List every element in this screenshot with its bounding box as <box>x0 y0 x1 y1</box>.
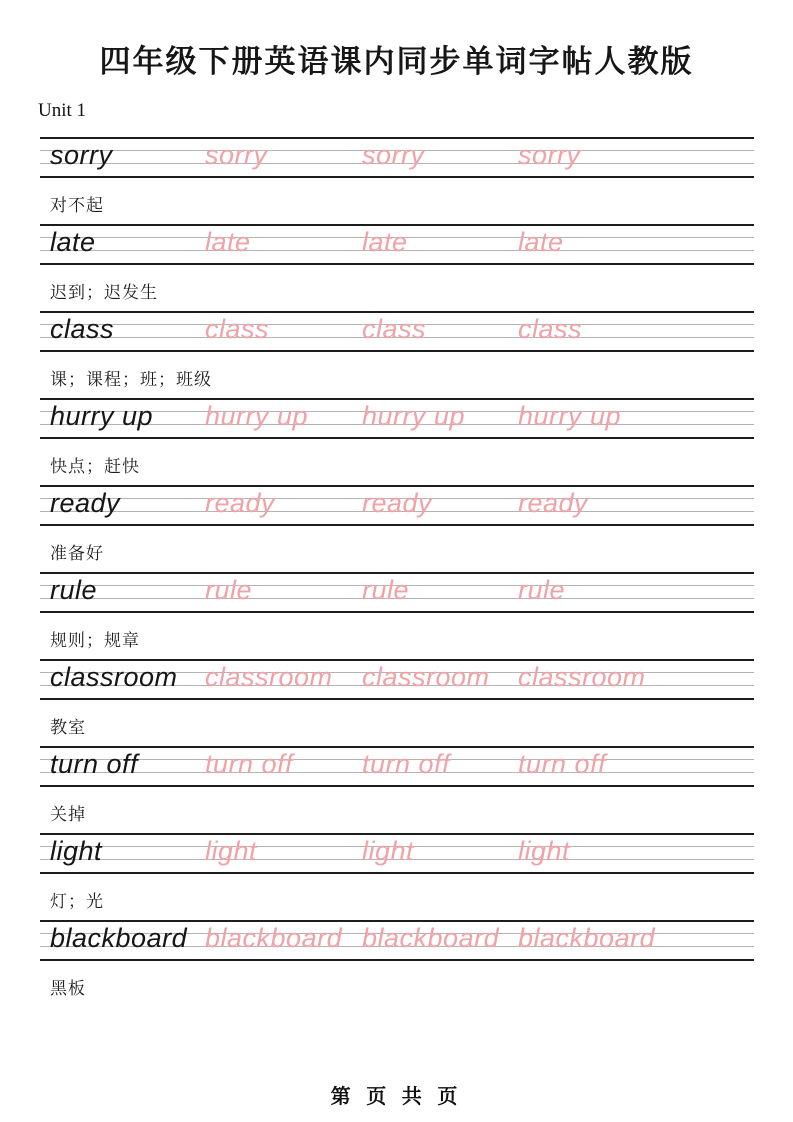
guide-line-bottom <box>40 524 754 526</box>
chinese-meaning: 准备好 <box>50 544 104 563</box>
trace-word: late <box>205 227 251 257</box>
chinese-meaning: 灯；光 <box>50 892 104 911</box>
chinese-meaning: 关掉 <box>50 805 86 824</box>
trace-word: classroom <box>518 662 646 692</box>
headword: ready <box>50 488 121 518</box>
trace-word: light <box>362 836 415 866</box>
headword: classroom <box>50 662 178 692</box>
handwriting-guide-row <box>40 224 754 265</box>
trace-word: hurry up <box>362 401 466 431</box>
trace-word: blackboard <box>205 923 343 953</box>
headword: turn off <box>50 749 139 779</box>
handwriting-guide-row <box>40 659 754 700</box>
guide-line-bottom <box>40 350 754 352</box>
chinese-meaning: 教室 <box>50 718 86 737</box>
handwriting-guide-row <box>40 920 754 961</box>
trace-word: classroom <box>362 662 490 692</box>
handwriting-guide-row <box>40 137 754 178</box>
trace-word: classroom <box>205 662 333 692</box>
guide-line-bottom <box>40 785 754 787</box>
trace-word: late <box>518 227 564 257</box>
trace-word: rule <box>518 575 566 605</box>
word-block <box>40 572 754 659</box>
trace-word: turn off <box>205 749 294 779</box>
handwriting-guide-row <box>40 572 754 613</box>
trace-word: hurry up <box>518 401 622 431</box>
chinese-meaning: 规则；规章 <box>50 631 140 650</box>
guide-line-bottom <box>40 872 754 874</box>
word-block <box>40 485 754 572</box>
headword: sorry <box>50 140 113 170</box>
word-block <box>40 920 754 1007</box>
trace-word: class <box>362 314 427 344</box>
headword: late <box>50 227 96 257</box>
trace-word: sorry <box>362 140 425 170</box>
guide-line-bottom <box>40 611 754 613</box>
handwriting-guide-row <box>40 398 754 439</box>
word-block <box>40 137 754 224</box>
word-block <box>40 659 754 746</box>
page-title: 四年级下册英语课内同步单词字帖人教版 <box>99 44 694 79</box>
trace-word: light <box>205 836 258 866</box>
guide-line-bottom <box>40 959 754 961</box>
trace-word: light <box>518 836 571 866</box>
trace-word: late <box>362 227 408 257</box>
word-block <box>40 398 754 485</box>
chinese-meaning: 快点；赶快 <box>50 457 140 476</box>
headword: class <box>50 314 115 344</box>
trace-word: ready <box>205 488 276 518</box>
trace-word: blackboard <box>518 923 656 953</box>
word-block <box>40 224 754 311</box>
trace-word: sorry <box>205 140 268 170</box>
handwriting-guide-row <box>40 485 754 526</box>
headword: light <box>50 836 103 866</box>
chinese-meaning: 课；课程；班；班级 <box>50 370 212 389</box>
guide-line-bottom <box>40 263 754 265</box>
word-block <box>40 311 754 398</box>
trace-word: class <box>518 314 583 344</box>
guide-line-bottom <box>40 437 754 439</box>
trace-word: turn off <box>362 749 451 779</box>
trace-word: blackboard <box>362 923 500 953</box>
chinese-meaning: 黑板 <box>50 979 86 998</box>
chinese-meaning: 迟到；迟发生 <box>50 283 158 302</box>
handwriting-guide-row <box>40 833 754 874</box>
trace-word: turn off <box>518 749 607 779</box>
trace-word: ready <box>518 488 589 518</box>
handwriting-guide-row <box>40 311 754 352</box>
headword: rule <box>50 575 98 605</box>
headword: blackboard <box>50 923 188 953</box>
trace-word: class <box>205 314 270 344</box>
guide-line-bottom <box>40 698 754 700</box>
word-block <box>40 833 754 920</box>
trace-word: sorry <box>518 140 581 170</box>
chinese-meaning: 对不起 <box>50 196 104 215</box>
page-footer: 第 页 共 页 <box>330 1086 463 1108</box>
guide-line-bottom <box>40 176 754 178</box>
word-list <box>40 137 754 1007</box>
trace-word: hurry up <box>205 401 309 431</box>
headword: hurry up <box>50 401 154 431</box>
handwriting-guide-row <box>40 746 754 787</box>
trace-word: ready <box>362 488 433 518</box>
word-block <box>40 746 754 833</box>
trace-word: rule <box>205 575 253 605</box>
unit-label: Unit 1 <box>38 100 87 121</box>
trace-word: rule <box>362 575 410 605</box>
